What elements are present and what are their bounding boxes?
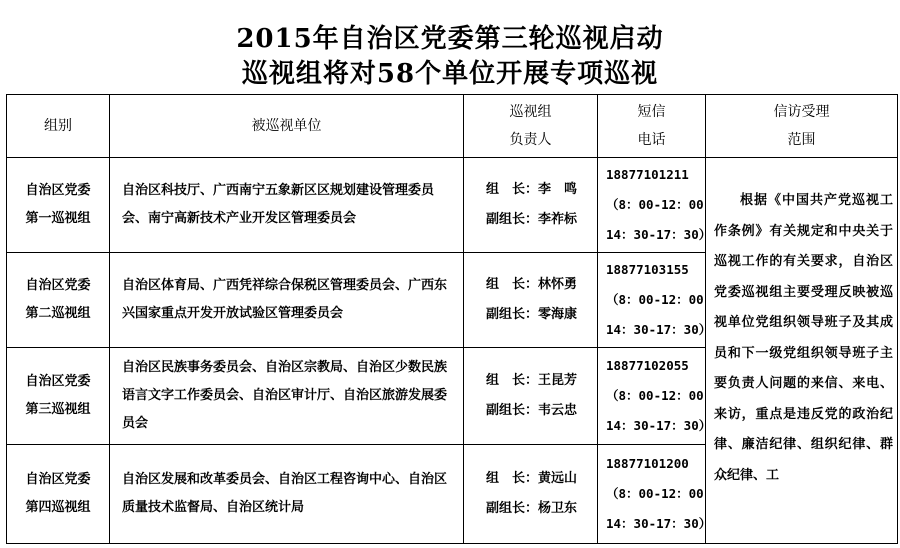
header-scope: 信访受理 范围 <box>706 95 898 158</box>
table-row <box>7 158 898 253</box>
leader-cell: 组 长：黄远山 副组长：杨卫东 <box>464 445 598 544</box>
group-cell: 自治区党委 第二巡视组 <box>7 253 110 348</box>
phone-cell: 18877101211 （8：00-12：00 14：30-17：30） <box>598 158 706 253</box>
phone-cell: 18877101200 （8：00-12：00 14：30-17：30） <box>598 445 706 544</box>
group-cell: 自治区党委 第四巡视组 <box>7 445 110 544</box>
units-cell: 自治区民族事务委员会、自治区宗教局、自治区少数民族语言文字工作委员会、自治区审计厅、自治区旅游发展委员会 <box>110 348 464 445</box>
units-cell: 自治区体育局、广西凭祥综合保税区管理委员会、广西东兴国家重点开发开放试验区管理委员会 <box>110 253 464 348</box>
phone-cell: 18877102055 （8：00-12：00 14：30-17：30） <box>598 348 706 445</box>
header-phone: 短信 电话 <box>598 95 706 158</box>
header-leader: 巡视组 负责人 <box>464 95 598 158</box>
header-units: 被巡视单位 <box>110 95 464 158</box>
scope-cell: 根据《中国共产党巡视工作条例》有关规定和中央关于巡视工作的有关要求，自治区党委巡视组主要受理反映被巡视单位党组织领导班子及其成员和下一级党组织领导班子主要负责人问题的来信、来电、来访，重点是违反党的政治纪律、廉洁纪律、组织纪律、群众纪律、工 <box>706 158 898 544</box>
header-group: 组别 <box>7 95 110 158</box>
leader-cell: 组 长：李 鸣 副组长：李祚标 <box>464 158 598 253</box>
group-cell: 自治区党委 第三巡视组 <box>7 348 110 445</box>
page-title-line-1: 2015年自治区党委第三轮巡视启动 <box>236 24 664 54</box>
inspection-table <box>6 94 898 544</box>
leader-cell: 组 长：王昆芳 副组长：韦云忠 <box>464 348 598 445</box>
page-title-line-2: 巡视组将对58个单位开展专项巡视 <box>241 59 659 89</box>
units-cell: 自治区科技厅、广西南宁五象新区区规划建设管理委员会、南宁高新技术产业开发区管理委员会 <box>110 158 464 253</box>
table-header-row <box>7 95 898 158</box>
leader-cell: 组 长：林怀勇 副组长：零海康 <box>464 253 598 348</box>
group-cell: 自治区党委 第一巡视组 <box>7 158 110 253</box>
units-cell: 自治区发展和改革委员会、自治区工程咨询中心、自治区质量技术监督局、自治区统计局 <box>110 445 464 544</box>
phone-cell: 18877103155 （8：00-12：00 14：30-17：30） <box>598 253 706 348</box>
